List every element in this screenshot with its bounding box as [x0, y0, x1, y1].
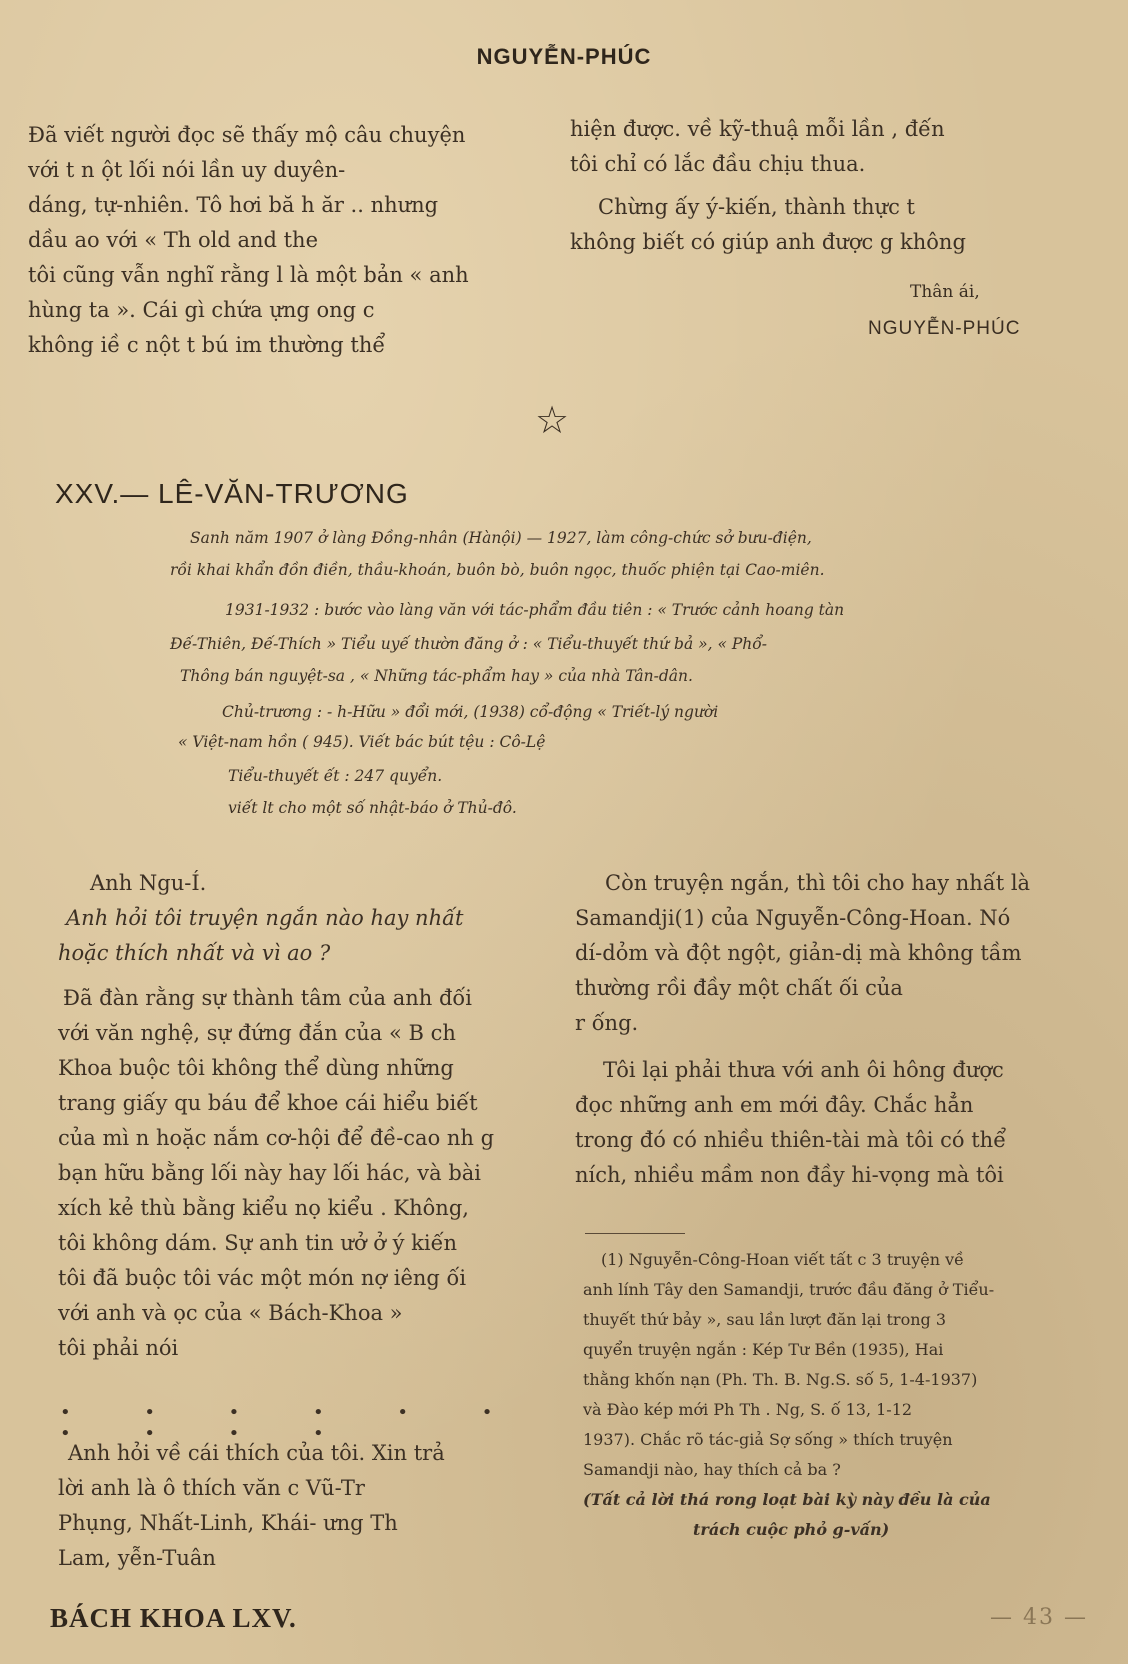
text-line: tôi cũng vẫn nghĩ rằng l là một bản « anh	[28, 263, 469, 287]
footnote	[583, 1245, 1088, 1545]
text-line: tôi đã buộc tôi vác một món nợ iêng ối	[58, 1266, 467, 1290]
text-line: không biết có giúp anh được g không	[570, 230, 966, 254]
text-line: đọc những anh em mới đây. Chắc hẳn	[575, 1093, 974, 1117]
footnote-line: (Tất cả lời thá rong loạt bài kỳ này đều là của	[583, 1490, 991, 1509]
lower-left-column-cont	[58, 1436, 548, 1576]
question-line: Anh hỏi tôi truyện ngắn nào hay nhất	[66, 906, 464, 930]
text-line: với t n ột lối nói lần uy duyên-	[28, 158, 346, 182]
bio-text: 1931-1932 : bước vào làng văn với tác-phẩm đầu tiên : « Trước cảnh hoang tàn	[225, 601, 845, 619]
text-line: với văn nghệ, sự đứng đắn của « B ch	[58, 1021, 456, 1045]
bio-text: Tiểu-thuyết ết : 247 quyển.	[228, 767, 443, 785]
text-line: của mì n hoặc nắm cơ-hội để đề-cao nh g	[58, 1126, 495, 1150]
bio-line-7	[228, 760, 1128, 792]
text-line: dí-dỏm và đột ngột, giản-dị mà không tầm	[575, 941, 1022, 965]
text-line: Samandji(1) của Nguyễn-Công-Hoan. Nó	[575, 906, 1011, 930]
signature: NGUYỄN-PHÚC	[868, 318, 1021, 339]
salutation: Anh Ngu-Í.	[90, 871, 207, 895]
footnote-line: trách cuộc phỏ g-vấn)	[693, 1520, 890, 1539]
text-line: hùng ta ». Cái gì chứa ựng ong c	[28, 298, 375, 322]
footnote-line: thằng khốn nạn (Ph. Th. B. Ng.S. số 5, 1-4-1937)	[583, 1370, 978, 1389]
text-line: với anh và ọc của « Bách-Khoa »	[58, 1301, 403, 1325]
footnote-line: 1937). Chắc rõ tác-giả Sợ sống » thích truyện	[583, 1430, 953, 1449]
footnote-line: anh lính Tây den Samandji, trước đầu đăng ở Tiểu-	[583, 1280, 995, 1299]
text-line: Anh hỏi về cái thích của tôi. Xin trả	[68, 1441, 445, 1465]
running-head: NGUYỄN-PHÚC	[476, 44, 652, 69]
lower-right-column	[575, 866, 1085, 1193]
text-line: tôi phải nói	[58, 1336, 179, 1360]
text-line: hiện được. về kỹ-thuậ mỗi lần , đến	[570, 117, 945, 141]
ellipsis-dots: • • • • • • • • • •	[60, 1402, 527, 1444]
bio-text: Sanh năm 1907 ở làng Đồng-nhân (Hànội) — 1927, làm công-chức sở bưu-điện,	[190, 529, 812, 547]
page-number: — 43 —	[990, 1605, 1088, 1630]
bio-text: Chủ-trương : - h-Hữu » đổi mới, (1938) cổ-động « Triết-lý người	[222, 703, 719, 721]
bio-text: « Việt-nam hồn ( 945). Viết bác bút tệu : Cô-Lệ	[178, 733, 546, 751]
footnote-line: quyển truyện ngắn : Kép Tư Bền (1935), Hai	[583, 1340, 944, 1359]
text-line: Đã đàn rằng sự thành tâm của anh đối	[63, 986, 472, 1010]
text-line: xích kẻ thù bằng kiểu nọ kiểu . Không,	[58, 1196, 469, 1220]
footnote-divider	[585, 1233, 685, 1234]
footnote-line: (1) Nguyễn-Công-Hoan viết tất c 3 truyện về	[601, 1250, 964, 1269]
text-line: thường rồi đầy một chất ối của	[575, 976, 903, 1000]
bio-line-6	[178, 726, 1088, 758]
text-line: không iề c nột t bú im thường thể	[28, 333, 386, 357]
text-line: Đã viết người đọc sẽ thấy mộ câu chuyện	[28, 123, 466, 147]
section-heading: XXV.— LÊ-VĂN-TRƯƠNG	[55, 478, 409, 509]
text-line: r ống.	[575, 1011, 639, 1035]
bio-line-4	[180, 660, 1090, 692]
bio-line-2	[225, 594, 1128, 626]
text-line: ních, nhiều mầm non đầy hi-vọng mà tôi	[575, 1163, 1004, 1187]
bio-line-8	[228, 792, 1128, 824]
text-line: tôi không dám. Sự anh tin ưở ở ý kiến	[58, 1231, 458, 1255]
bio-line-3	[170, 628, 1080, 660]
question-line: hoặc thích nhất và vì ao ?	[58, 941, 331, 965]
bio-line-5	[222, 696, 1128, 728]
text-line: Khoa buộc tôi không thể dùng những	[58, 1056, 454, 1080]
text-line: Phụng, Nhất-Linh, Khái- ưng Th	[58, 1511, 398, 1535]
text-line: dầu ao với « Th old and the	[28, 228, 319, 252]
text-line: trong đó có nhiều thiên-tài mà tôi có thể	[575, 1128, 1007, 1152]
star-ornament: ☆	[534, 398, 570, 442]
text-line: bạn hữu bằng lối này hay lối hác, và bài	[58, 1161, 481, 1185]
bio-text: viết lt cho một số nhật-báo ở Thủ-đô.	[228, 799, 517, 817]
text-line: tôi chỉ có lắc đầu chịu thua.	[570, 152, 866, 176]
top-right-column	[570, 112, 1080, 260]
text-line: Tôi lại phải thưa với anh ôi hông được	[603, 1058, 1004, 1082]
text-line: Chừng ấy ý-kiến, thành thực t	[598, 195, 915, 219]
text-line: Lam, yễn-Tuân	[58, 1546, 216, 1570]
signoff: Thân ái,	[910, 282, 980, 302]
footnote-line: và Đào kép mới Ph Th . Ng, S. ố 13, 1-12	[583, 1400, 913, 1419]
footer-title: BÁCH KHOA LXV.	[50, 1603, 297, 1633]
footnote-line: Samandji nào, hay thích cả ba ?	[583, 1460, 841, 1479]
footnote-line: thuyết thứ bảy », sau lần lượt đăn lại trong 3	[583, 1310, 947, 1329]
text-line: Còn truyện ngắn, thì tôi cho hay nhất là	[605, 871, 1031, 895]
bio-text: rồi khai khẩn đồn điền, thầu-khoán, buôn bò, buôn ngọc, thuốc phiện tại Cao-miên.	[170, 561, 825, 579]
text-line: lời anh là ô thích văn c Vũ-Tr	[58, 1476, 365, 1500]
lower-left-column	[58, 866, 548, 1366]
bio-line-1	[170, 554, 1080, 586]
bio-line-0	[190, 522, 1100, 554]
text-line: trang giấy qu báu để khoe cái hiểu biết	[58, 1091, 478, 1115]
bio-text: Thông bán nguyệt-sa , « Những tác-phẩm hay » của nhà Tân-dân.	[180, 667, 693, 685]
top-left-column	[28, 118, 518, 363]
bio-text: Đế-Thiên, Đế-Thích » Tiểu uyế thườn đăng ở : « Tiểu-thuyết thứ bả », « Phổ-	[170, 635, 768, 653]
text-line: dáng, tự-nhiên. Tô hơi bă h ăr .. nhưng	[28, 193, 439, 217]
